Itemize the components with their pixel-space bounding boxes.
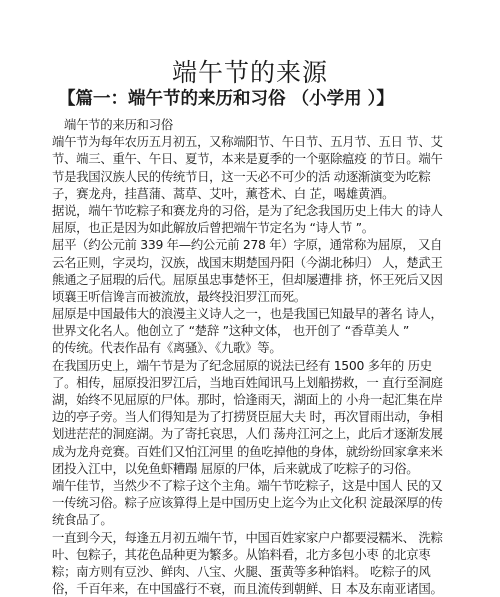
paragraph-line: 据说，端午节吃粽子和赛龙舟的习俗，是为了纪念我国历史上伟大 的诗人 (52, 202, 443, 218)
paragraph-line: 屈平（约公元前 339 年—约公元前 278 年）字原，通常称为屈原， 又自 (52, 237, 443, 253)
body-text (52, 116, 452, 597)
paragraph-line: 屈原，也正是因为如此解放后曾把端午节定名为 “诗人节 ”。 (52, 220, 374, 236)
paragraph-line: 成为龙舟竞赛。百姓们又怕江河里 的鱼吃掉他的身体，就纷纷回家拿来米 (52, 443, 443, 459)
paragraph-line: 子，赛龙舟，挂菖蒲、蒿草、艾叶，薰苍术、白 芷，喝雄黄酒。 (52, 185, 395, 201)
paragraph-line: 端午佳节，当然少不了粽子这个主角。端午节吃粽子，这是中国人 民的又 (52, 477, 443, 493)
paragraph-line: 在我国历史上，端午节是为了纪念屈原的说法已经有 1500 多年的 历史 (52, 357, 432, 373)
page-title: 端午节的来源 (171, 58, 328, 87)
paragraph-line: 一直到今天，每逢五月初五端午节，中国百姓家家户户都要浸糯米、 洗粽 (52, 529, 443, 545)
paragraph-line: 统食品了。 (52, 512, 113, 528)
paragraph-line: 节是我国汉族人民的传统节日，这一天必不可少的活 动逐渐演变为吃粽 (52, 168, 431, 184)
paragraph-line: 端午节为每年农历五月初五，又称端阳节、午日节、五月节、五日 节、艾 (52, 134, 443, 150)
paragraph-line: 云名正则，字灵均，汉族，战国末期楚国丹阳（今湖北秭归） 人，楚武王 (52, 254, 443, 270)
paragraph-line: 顷襄王听信谗言而被流放，最终投汨罗江而死。 (52, 288, 306, 304)
paragraph-line: 一传统习俗。粽子应该算得上是中国历史上迄今为止文化积 淀最深厚的传 (52, 495, 443, 511)
paragraph-line: 划进茫茫的洞庭湖。为了寄托哀思，人们 荡舟江河之上，此后才逐渐发展 (52, 426, 443, 442)
section-heading: 【篇一：端午节的来历和习俗 （小学用 ）】 (58, 89, 394, 109)
paragraph-line: 边的亭子旁。当人们得知是为了打捞贤臣屈大夫 时，再次冒雨出动，争相 (52, 409, 443, 425)
paragraph-line: 屈原是中国最伟大的浪漫主义诗人之一，也是我国已知最早的著名 诗人， (52, 306, 443, 322)
paragraph-line: 熊通之子屈瑕的后代。屈原虽忠事楚怀王，但却屡遭排 挤，怀王死后又因 (52, 271, 443, 287)
paragraph-line: 节、端三、重午、午日、夏节，本来是夏季的一个驱除瘟疫 的节日。端午 (52, 151, 443, 167)
paragraph-line: 俗，千百年来，在中国盛行不衰，而且流传到朝鲜、日 本及东南亚诸国。 (52, 581, 443, 597)
paragraph-line: 团投入江中，以免鱼虾糟蹋 屈原的尸体，后来就成了吃粽子的习俗。 (52, 460, 419, 476)
paragraph-line: 世界文化名人。他创立了 “楚辞 ”这种文体， 也开创了 “香草美人 ” (52, 323, 410, 339)
paragraph-line: 叶、包粽子，其花色品种更为繁多。从馅料看，北方多包小枣 的北京枣 (52, 546, 431, 562)
paragraph-line: 粽；南方则有豆沙、鲜肉、八宝、火腿、蛋黄等多种馅料。 吃粽子的风 (52, 563, 431, 579)
paragraph-line: 了。相传，屈原投汨罗江后，当地百姓闻讯马上划船捞救，一 直行至洞庭 (52, 374, 443, 390)
paragraph-line: 湖，始终不见屈原的尸体。那时，恰逢雨天，湖面上的 小舟一起汇集在岸 (52, 392, 443, 407)
paragraph-line: 的传统。代表作品有《离骚》、《九歌》等。 (52, 340, 282, 356)
paragraph-line: 端午节的来历和习俗 (64, 117, 173, 132)
